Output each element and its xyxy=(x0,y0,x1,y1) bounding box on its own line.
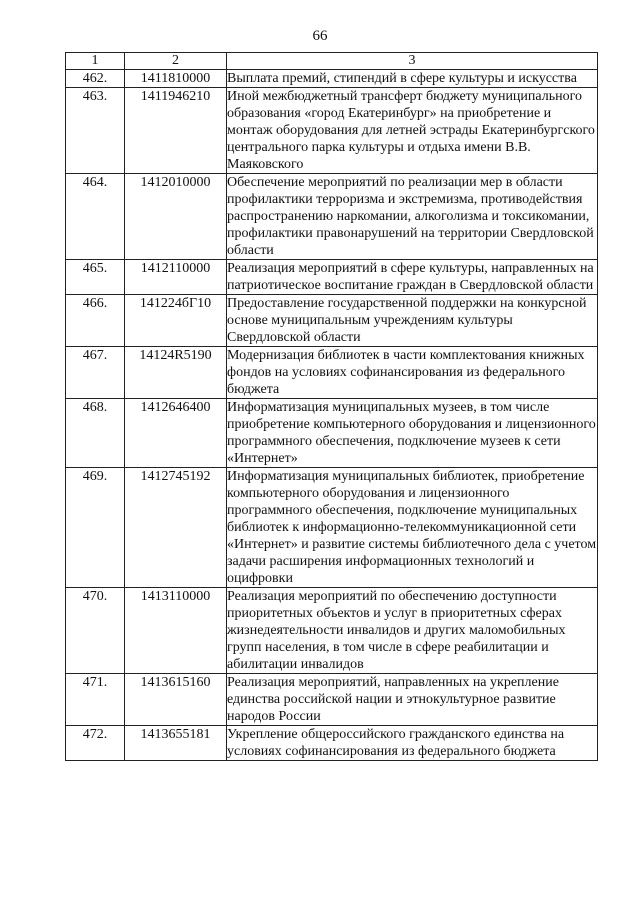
row-number: 471. xyxy=(66,674,125,726)
table-row xyxy=(66,260,598,295)
page-number: 66 xyxy=(312,28,328,44)
row-code: 1412110000 xyxy=(125,260,227,295)
table-header-row xyxy=(66,53,598,70)
row-number: 469. xyxy=(66,468,125,588)
row-number: 463. xyxy=(66,88,125,174)
table-row xyxy=(66,295,598,347)
row-number: 468. xyxy=(66,399,125,468)
row-code: 1411946210 xyxy=(125,88,227,174)
row-code: 1413655181 xyxy=(125,726,227,761)
row-description: Информатизация муниципальных музеев, в том числе приобретение компьютерного оборудования и лицензионного программного обеспечения, подключение музеев к сети «Интернет» xyxy=(227,400,596,466)
table-row xyxy=(66,726,598,761)
table-row xyxy=(66,70,598,88)
row-description: Реализация мероприятий, направленных на укрепление единства российской нации и этнокультурное развитие народов России xyxy=(227,674,598,726)
row-number: 462. xyxy=(66,70,125,88)
row-number: 467. xyxy=(66,347,125,399)
row-description: Реализация мероприятий по обеспечению доступности приоритетных объектов и услуг в приоритетных сферах жизнедеятельности инвалидов и других маломобильных групп населения, в том числе в сфере реабилитации и абилитации инвалидов xyxy=(227,588,598,674)
table-row xyxy=(66,347,598,399)
row-number: 465. xyxy=(66,260,125,295)
row-description: Иной межбюджетный трансферт бюджету муниципального образования «город Екатеринбург» на приобретение и монтаж оборудования для летней эстрады Екатеринбургского центрального парка культуры и отдыха имени В.В. Маяковского xyxy=(227,88,598,174)
row-number: 464. xyxy=(66,174,125,260)
table-row xyxy=(66,588,598,674)
row-number: 470. xyxy=(66,588,125,674)
row-number: 466. xyxy=(66,295,125,347)
row-description: Модернизация библиотек в части комплектования книжных фондов на условиях софинансирования из федерального бюджета xyxy=(227,347,598,399)
column-header-3: 3 xyxy=(227,53,598,70)
row-code: 1412646400 xyxy=(125,399,227,468)
row-description: Предоставление государственной поддержки на конкурсной основе муниципальным учреждениям культуры Свердловской области xyxy=(227,295,598,347)
column-header-2: 2 xyxy=(125,53,227,70)
row-description: Выплата премий, стипендий в сфере культуры и искусства xyxy=(227,70,598,88)
row-code: 141224бГ10 xyxy=(125,295,227,347)
row-description: Реализация мероприятий в сфере культуры, направленных на патриотическое воспитание граждан в Свердловской области xyxy=(227,260,598,295)
table-row xyxy=(66,174,598,260)
row-description: Укрепление общероссийского гражданского единства на условиях софинансирования из федерального бюджета xyxy=(227,726,598,761)
table-row xyxy=(66,88,598,174)
table-row xyxy=(66,399,598,468)
classification-table xyxy=(65,52,598,761)
row-description: Обеспечение мероприятий по реализации мер в области профилактики терроризма и экстремизма, противодействия распространению наркомании, алкоголизма и токсикомании, профилактики правонарушений на территории Свердловской области xyxy=(227,174,598,260)
row-number: 472. xyxy=(66,726,125,761)
column-header-1: 1 xyxy=(66,53,125,70)
table-row xyxy=(66,468,598,588)
row-code: 14124R5190 xyxy=(125,347,227,399)
row-code: 1412745192 xyxy=(125,468,227,588)
row-code: 1412010000 xyxy=(125,174,227,260)
row-code: 1411810000 xyxy=(125,70,227,88)
table-row xyxy=(66,674,598,726)
row-code: 1413615160 xyxy=(125,674,227,726)
row-code: 1413110000 xyxy=(125,588,227,674)
row-description: Информатизация муниципальных библиотек, приобретение компьютерного оборудования и лицензионного программного обеспечения, подключение муниципальных библиотек к информационно-телекоммуникационной сети «Интернет» и развитие системы библиотечного дела с учетом задачи расширения информационных технологий и оцифровки xyxy=(227,469,597,586)
